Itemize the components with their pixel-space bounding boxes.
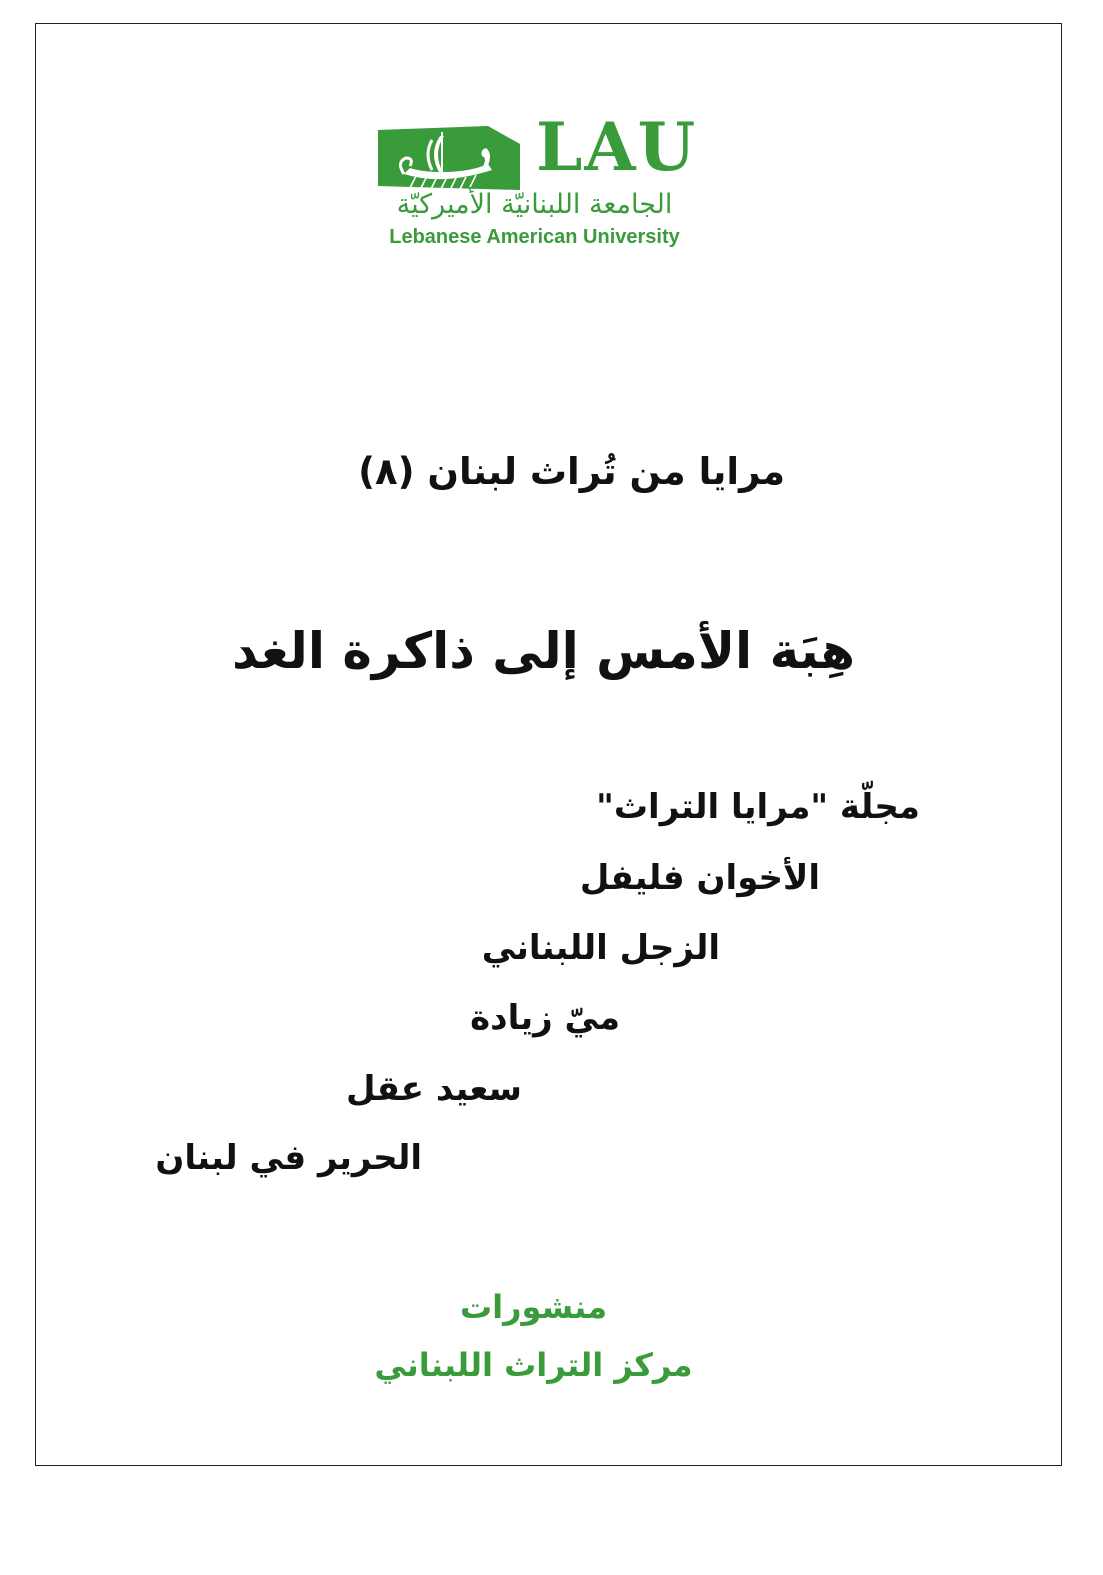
series-title: مرايا من تُراث لبنان (٨)	[358, 450, 785, 493]
publisher-label: منشورات	[459, 1288, 608, 1326]
contents-item: الحرير في لبنان	[155, 1138, 422, 1178]
contents-item: ميّ زيادة	[470, 998, 620, 1038]
phoenician-ship-icon	[370, 124, 525, 192]
university-logo	[368, 108, 703, 255]
contents-item: سعيد عقل	[345, 1069, 522, 1109]
contents-item: مجلّة "مرايا التراث"	[596, 787, 920, 827]
contents-item: الأخوان فليفل	[579, 858, 820, 898]
logo-arabic-name: الجامعة اللبنانيّة الأميركيّة	[396, 189, 673, 220]
logo-english-name: Lebanese American University	[389, 226, 680, 248]
logo-wordmark: LAU	[536, 108, 698, 186]
publisher-name: مركز التراث اللبناني	[374, 1346, 693, 1384]
main-title: هِبَة الأمس إلى ذاكرة الغد	[231, 622, 855, 680]
contents-item: الزجل اللبناني	[481, 928, 720, 968]
